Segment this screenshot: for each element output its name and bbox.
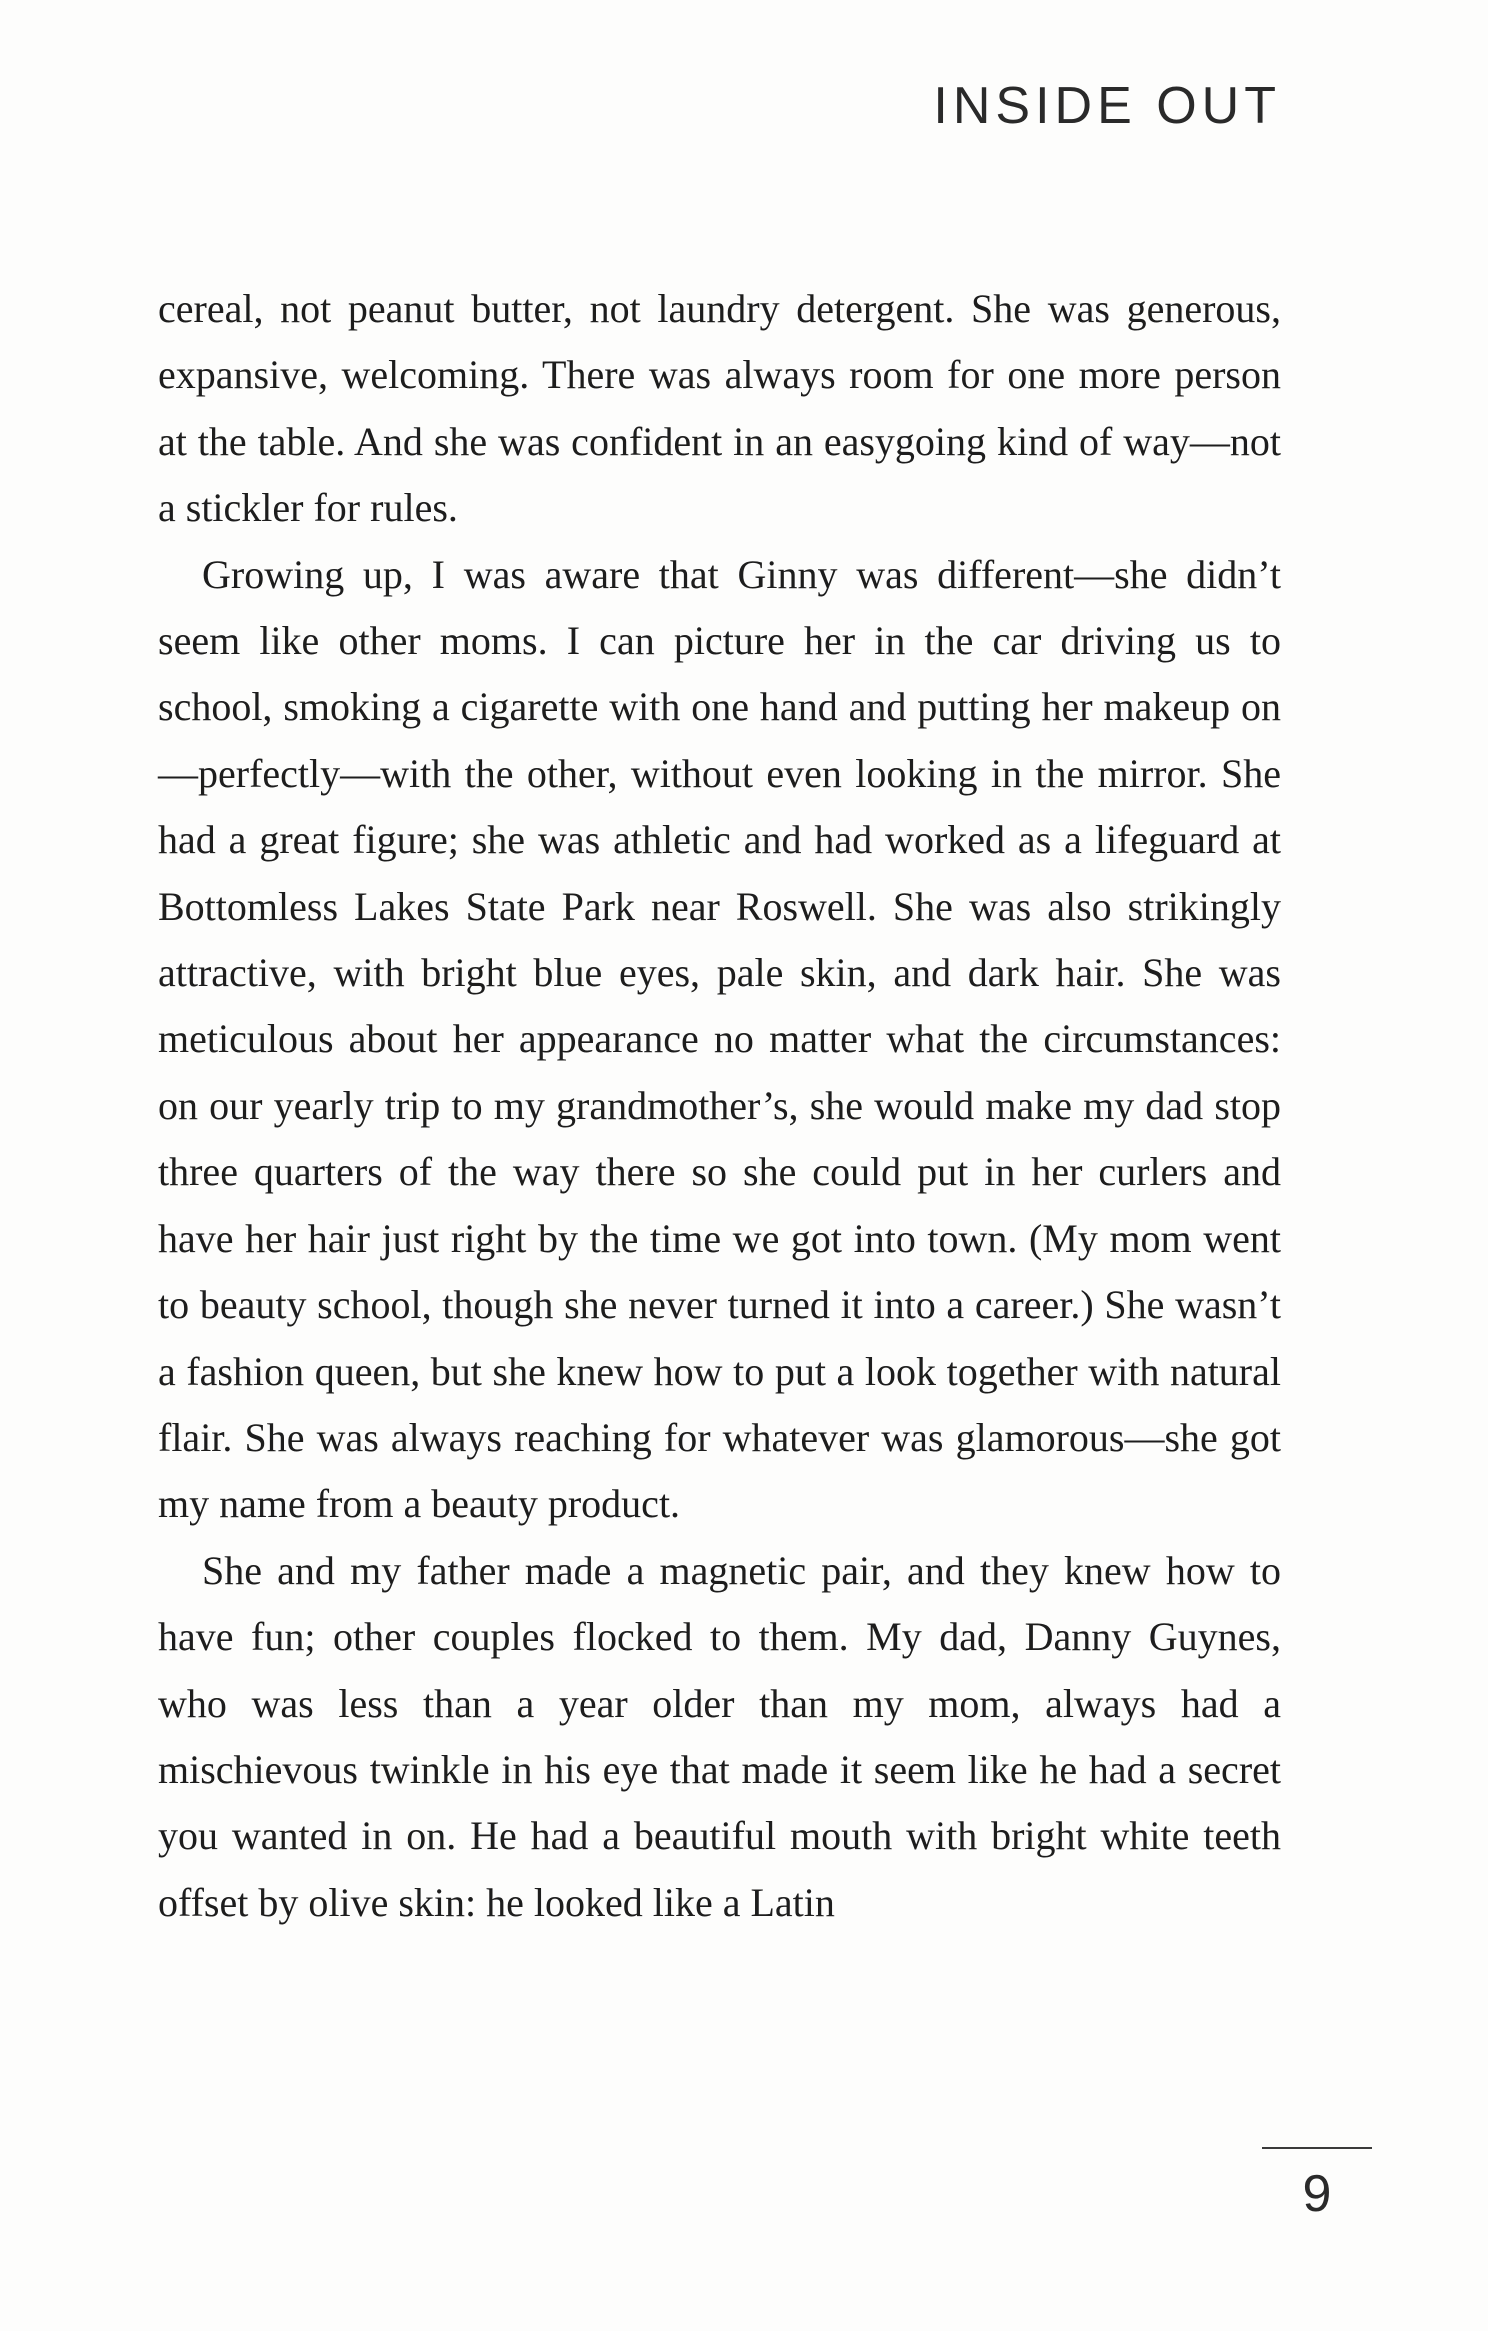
body-text: [158, 276, 1281, 1936]
paragraph: She and my father made a magnetic pair, and they knew how to have fun; other couples flocked to them. My dad, Danny Guynes, who was less than a year older than my mom, always had a mischievous twinkle in his eye that made it seem like he had a secret you wanted in on. He had a beautiful mouth with bright white teeth offset by olive skin: he looked like a Latin: [158, 1547, 1281, 1925]
paragraph: Growing up, I was aware that Ginny was different—she didn’t seem like other moms. I can picture her in the car driving us to school, smoking a cigarette with one hand and putting her makeup on—perfectly—with the other, without even looking in the mirror. She had a great figure; she was athletic and had worked as a lifeguard at Bottomless Lakes State Park near Roswell. She was also strikingly attractive, with bright blue eyes, pale skin, and dark hair. She was meticulous about her appearance no matter what the circumstances: on our yearly trip to my grandmother’s, she would make my dad stop three quarters of the way there so she could put in her curlers and have her hair just right by the time we got into town. (My mom went to beauty school, though she never turned it into a career.) She wasn’t a fashion queen, but she knew how to put a look together with natural flair. She was always reaching for whatever was glamorous—she got my name from a beauty product.: [158, 551, 1281, 1527]
page-number: 9: [1302, 2165, 1332, 2223]
paragraph: cereal, not peanut butter, not laundry detergent. She was generous, expansive, welcoming. There was always room for one more person at the table. And she was confident in an easygoing kind of way—not a stickler for rules.: [158, 286, 1281, 531]
running-head: INSIDE OUT: [933, 77, 1281, 135]
folio-rule: [1262, 2147, 1372, 2149]
